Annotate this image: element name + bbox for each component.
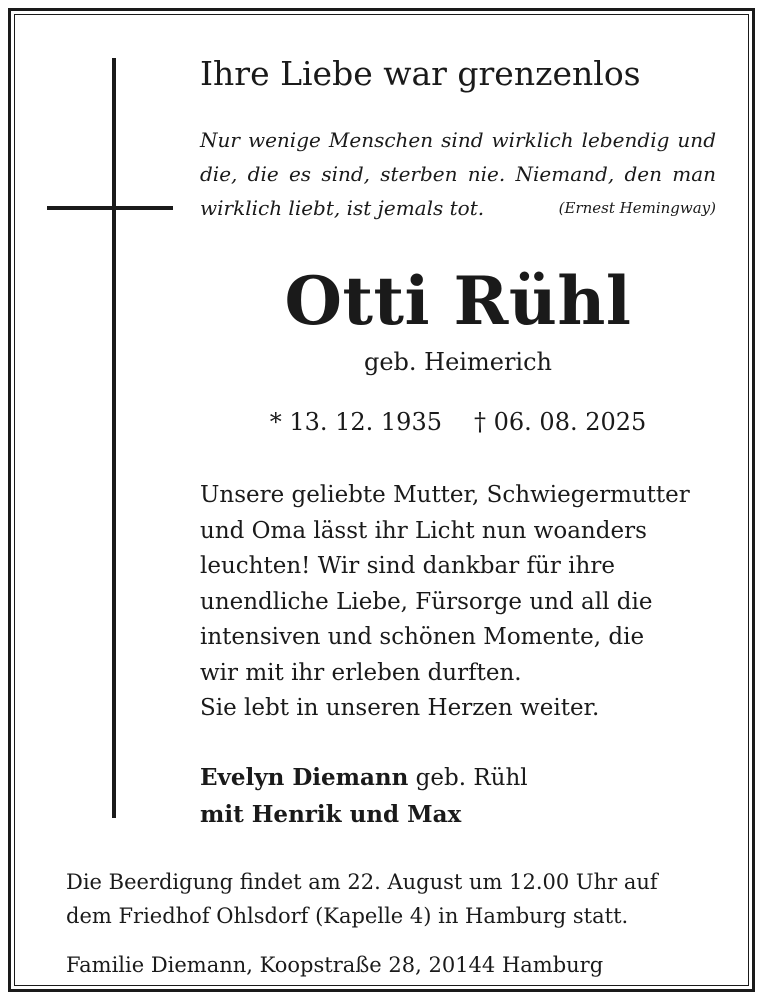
quote-last-line (200, 191, 716, 225)
cross-horizontal-bar (47, 206, 173, 210)
maiden-name: geb. Heimerich (363, 348, 552, 376)
primary-signer-name: Evelyn Diemann (200, 764, 409, 791)
birth-date: * 13. 12. 1935 (269, 408, 442, 436)
quote-author: (Ernest Hemingway) (558, 199, 716, 217)
quote-line: Nur wenige Menschen sind wirklich lebendig und (200, 128, 716, 152)
message-line: wir mit ihr erleben durften. (200, 659, 522, 686)
secondary-signers: mit Henrik und Max (200, 800, 462, 828)
message-line: Unsere geliebte Mutter, Schwiegermutter (200, 482, 690, 508)
headline: Ihre Liebe war grenzenlos (200, 54, 641, 93)
funeral-line: dem Friedhof Ohlsdorf (Kapelle 4) in Hamburg statt. (66, 904, 629, 928)
message-text (200, 478, 720, 727)
message-line: leuchten! Wir sind dankbar für ihre (200, 553, 615, 579)
funeral-line: Die Beerdigung findet am 22. August um 12.00 Uhr auf (66, 870, 658, 894)
funeral-notice (66, 865, 658, 933)
cross-vertical-bar (112, 58, 116, 818)
deceased-name: Otti Rühl (284, 262, 632, 340)
quote-line: die, die es sind, sterben nie. Niemand, den man (200, 162, 716, 186)
message-line: unendliche Liebe, Fürsorge und all die (200, 588, 653, 615)
life-dates (200, 402, 716, 442)
quote-block (200, 123, 716, 225)
message-line: intensiven und schönen Momente, die (200, 624, 645, 650)
quote-line: wirklich liebt, ist jemals tot. (200, 196, 485, 220)
message-line: und Oma lässt ihr Licht nun woanders (200, 517, 647, 544)
family-address: Familie Diemann, Koopstraße 28, 20144 Hamburg (66, 953, 604, 977)
primary-signer (200, 760, 528, 797)
message-line: Sie lebt in unseren Herzen weiter. (200, 695, 600, 721)
primary-signer-suffix: geb. Rühl (408, 765, 528, 791)
signers-block (200, 760, 528, 832)
death-date: † 06. 08. 2025 (474, 408, 647, 436)
